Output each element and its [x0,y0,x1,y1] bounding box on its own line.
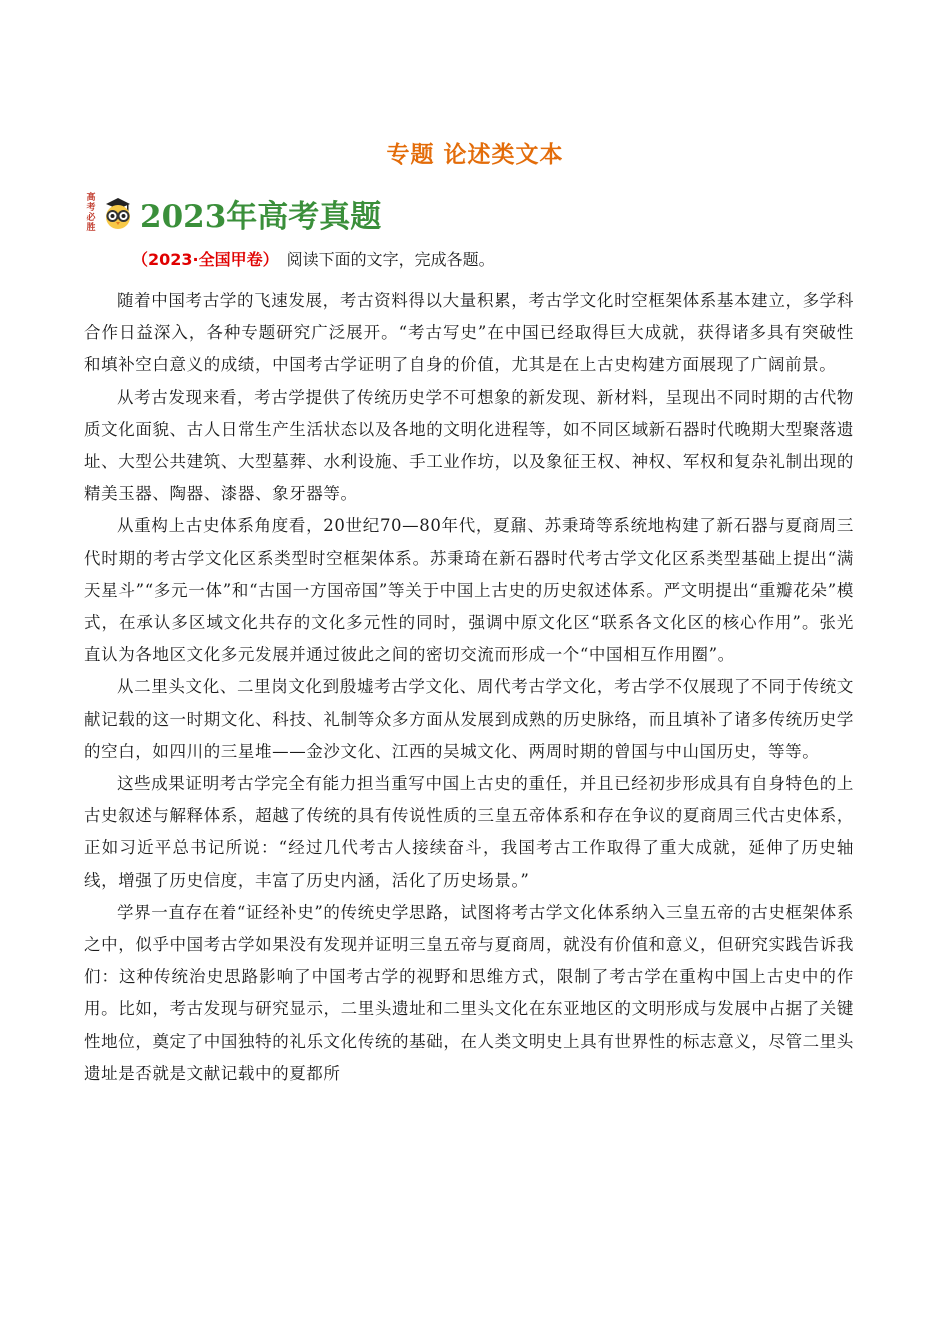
paragraph: 从重构上古史体系角度看，20世纪70—80年代，夏鼐、苏秉琦等系统地构建了新石器与夏商周三代时期的考古学文化区系类型时空框架体系。苏秉琦在新石器时代考古学文化区系类型基础上提出“满天星斗”“多元一体”和“古国一方国帝国”等关于中国上古史的历史叙述体系。严文明提出“重瓣花朵”模式，在承认多区域文化共存的文化多元性的同时，强调中原文化区“联系各文化区的核心作用”。张光直认为各地区文化多元发展并通过彼此之间的密切交流而形成一个“中国相互作用圈”。 [84,516,854,665]
paragraph: 学界一直存在着“证经补史”的传统史学思路，试图将考古学文化体系纳入三皇五帝的古史框架体系之中，似乎中国考古学如果没有发现并证明三皇五帝与夏商周，就没有价值和意义，但研究实践告诉我们：这种传统治史思路影响了中国考古学的视野和思维方式，限制了考古学在重构中国上古史中的作用。比如，考古发现与研究显示，二里头遗址和二里头文化在东亚地区的文明形成与发展中占据了关键性地位，奠定了中国独特的礼乐文化传统的基础，在人类文明史上具有世界性的标志意义，尽管二里头遗址是否就是文献记载中的夏都所 [84,902,854,1083]
banner-badge: 高考必胜 [86,193,96,233]
paragraph: 随着中国考古学的飞速发展，考古资料得以大量积累，考古学文化时空框架体系基本建立，多学科合作日益深入，各种专题研究广泛展开。“考古写史”在中国已经取得巨大成就，获得诸多具有突破性和填补空白意义的成绩，中国考古学证明了自身的价值，尤其是在上古史构建方面展现了广阔前景。 [84,291,854,375]
paragraph: 从二里头文化、二里岗文化到殷墟考古学文化、周代考古学文化，考古学不仅展现了不同于传统文献记载的这一时期文化、科技、礼制等众多方面从发展到成熟的历史脉络，而且填补了诸多传统历史学的空白，如四川的三星堆——金沙文化、江西的吴城文化、两周时期的曾国与中山国历史，等等。 [84,677,854,761]
section-banner [84,190,381,236]
question-intro [132,249,495,271]
owl-mascot-icon [100,195,136,231]
paragraph: 这些成果证明考古学完全有能力担当重写中国上古史的重任，并且已经初步形成具有自身特色的上古史叙述与解释体系，超越了传统的具有传说性质的三皇五帝体系和存在争议的夏商周三代古史体系，正如习近平总书记所说：“经过几代考古人接续奋斗，我国考古工作取得了重大成就，延伸了历史轴线，增强了历史信度，丰富了历史内涵，活化了历史场景。” [84,774,854,890]
intro-instruction: 阅读下面的文字，完成各题。 [286,250,495,269]
passage [84,285,854,1090]
paragraph: 从考古发现来看，考古学提供了传统历史学不可想象的新发现、新材料，呈现出不同时期的古代物质文化面貌、古人日常生产生活状态以及各地的文明化进程等，如不同区域新石器时代晚期大型聚落遗址、大型公共建筑、大型墓葬、水利设施、手工业作坊，以及象征王权、神权、军权和复杂礼制出现的精美玉器、陶器、漆器、象牙器等。 [84,387,854,504]
exam-source: （2023·全国甲卷） [132,250,279,269]
banner-title: 2023年高考真题 [140,198,382,235]
page-title: 专题 论述类文本 [386,142,564,168]
